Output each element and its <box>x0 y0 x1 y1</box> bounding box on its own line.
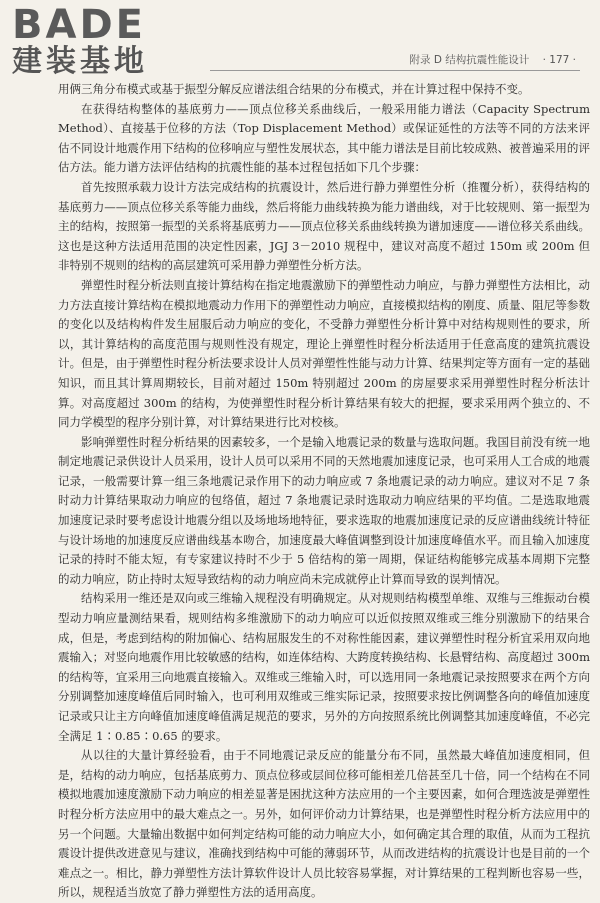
paragraph-7: 从以往的大量计算经验看，由于不同地震记录反应的能量分布不同，虽然最大峰值加速度相同，但是，结构的动力响应，包括基底剪力、顶点位移或层间位移可能相差几倍甚至几十倍，同一个结构在不同模拟地震加速度激励下动力响应的相差显著是困扰这种方法应用的一个主要因素，如何合理选波是弹塑性时程分析方法应用中的最大难点之一。另外，如何评价动力计算结果，也是弹塑性时程分析方法应用中的另一个问题。大量输出数据中如何判定结构可能的动力响应大小，如何确定其合理的取值，从而为工程抗震设计提供改进意见与建议，准确找到结构中可能的薄弱环节，从而改进结构的抗震设计也是目前的一个难点之一。相比，静力弹塑性方法计算软件设计人员比较容易掌握，对计算结果的工程判断也容易一些，所以，规程适当放宽了静力弹塑性方法的适用高度。 <box>58 748 590 900</box>
paragraph-5: 影响弹塑性时程分析结果的因素较多，一个是输入地震记录的数量与选取问题。我国目前没有统一地制定地震记录供设计人员采用，设计人员可以采用不同的天然地震加速度记录，也可采用人工合成的地震记录，一般需要计算一组三条地震记录作用下的动力响应或 7 条地震记录的动力响应。建议对不足 7 条时动力计算结果取动力响应的包络值，超过 7 条地震记录时选取动力响应结果的平均值。二是选取地震加速度记录时要考虑设计地震分组以及场地场地特征，要求选取的地震加速度记录的反应谱曲线统计特征与设计场地的加速度反应谱曲线基本吻合，加速度最大峰值调整到设计加速度峰值水平。而且输入加速度记录的持时不能太短，有专家建议持时不少于 5 倍结构的第一周期，保证结构能够完成基本周期下完整的动力响应，防止持时太短导致结构的动力响应尚未完成就停止计算而导致的误判情况。 <box>58 434 590 586</box>
running-header <box>399 52 576 67</box>
paragraph-6: 结构采用一维还是双向或三维输入规程没有明确规定。从对规则结构模型单维、双维与三维振动台模型动力响应量测结果看，规则结构多维激励下的动力响应可以近似按照双维或三维分别激励下的结果合成，但是，考虑到结构的附加偏心、结构屈服发生的不对称性能因素，建议弹塑性时程分析宜采用双向地震输入；对竖向地震作用比较敏感的结构，如连体结构、大跨度转换结构、长悬臂结构、高度超过 300m 的结构等，宜采用三向地震直接输入。双维或三维输入时，可以选用同一条地震记录按照要求在两个方向分别调整加速度峰值后同时输入，也可利用双维或三维实际记录，按照要求按比例调整各向的峰值加速度记录或只让主方向峰值加速度峰值满足规范的要求，另外的方向按照系统比例调整其加速度峰值，不必完全满足 1∶0.85∶0.65 的要求。 <box>58 591 590 743</box>
paragraph-2: 在获得结构整体的基底剪力——顶点位移关系曲线后，一般采用能力谱法（Capacity Spectrum Method）、直接基于位移的方法（Top Displacement Method）或保证延性的方法等不同的方法来评估不同设计地震作用下结构的位移响应与塑性发展状态，其中能力谱法是目前比较成熟、被普遍采用的评估方法。能力谱方法评估结构的抗震性能的基本过程包括如下几个步骤： <box>58 101 590 175</box>
page-number: · 177 · <box>542 54 576 66</box>
logo-wordmark: BADE <box>12 2 146 48</box>
paragraph-4: 弹塑性时程分析法则直接计算结构在指定地震激励下的弹塑性动力响应，与静力弹塑性方法相比，动力方法直接计算结构在模拟地震动力作用下的弹塑性动力响应，直接模拟结构的刚度、质量、阻尼等参数的变化以及结构构件发生屈服后动力响应的变化，不受静力弹塑性分析计算中对结构规则性的要求，所以，其计算结构的高度范围与规则性没有规定，理论上弹塑性时程分析法适用于任意高度的建筑抗震设计。但是，由于弹塑性时程分析法要求设计人员对弹塑性性能与动力计算、结果判定等方面有一定的基础知识，而且其计算周期较长，目前对超过 150m 特别超过 200m 的房屋要求采用弹塑性时程分析法计算。对高度超过 300m 的结构，为使弹塑性时程分析计算结果有较大的把握，要求采用两个独立的、不同力学模型的程序分别计算，对计算结果进行比对校核。 <box>58 277 590 430</box>
header-rule <box>210 70 580 71</box>
paragraph-1: 用俩三角分布模式或基于振型分解反应谱法组合结果的分布模式，并在计算过程中保持不变。 <box>58 82 530 96</box>
body-text <box>58 80 590 900</box>
logo-subtitle: 建装基地 <box>12 44 148 79</box>
appendix-title: 附录 D 结构抗震性能设计 <box>409 54 530 66</box>
bade-logo <box>12 4 202 78</box>
paragraph-3: 首先按照承载力设计方法完成结构的抗震设计，然后进行静力弹塑性分析（推覆分析），获得结构的基底剪力——顶点位移关系等能力曲线，然后将能力曲线转换为能力谱曲线，对于比较规则、第一振型为主的结构，按照第一振型的关系将基底剪力——顶点位移关系曲线转换为谱加速度——谱位移关系曲线。这也是这种方法适用范围的决定性因素，JGJ 3－2010 规程中，建议对高度不超过 150m 或 200m 但非特别不规则的结构的高层建筑可采用静力弹塑性分析方法。 <box>58 179 590 273</box>
